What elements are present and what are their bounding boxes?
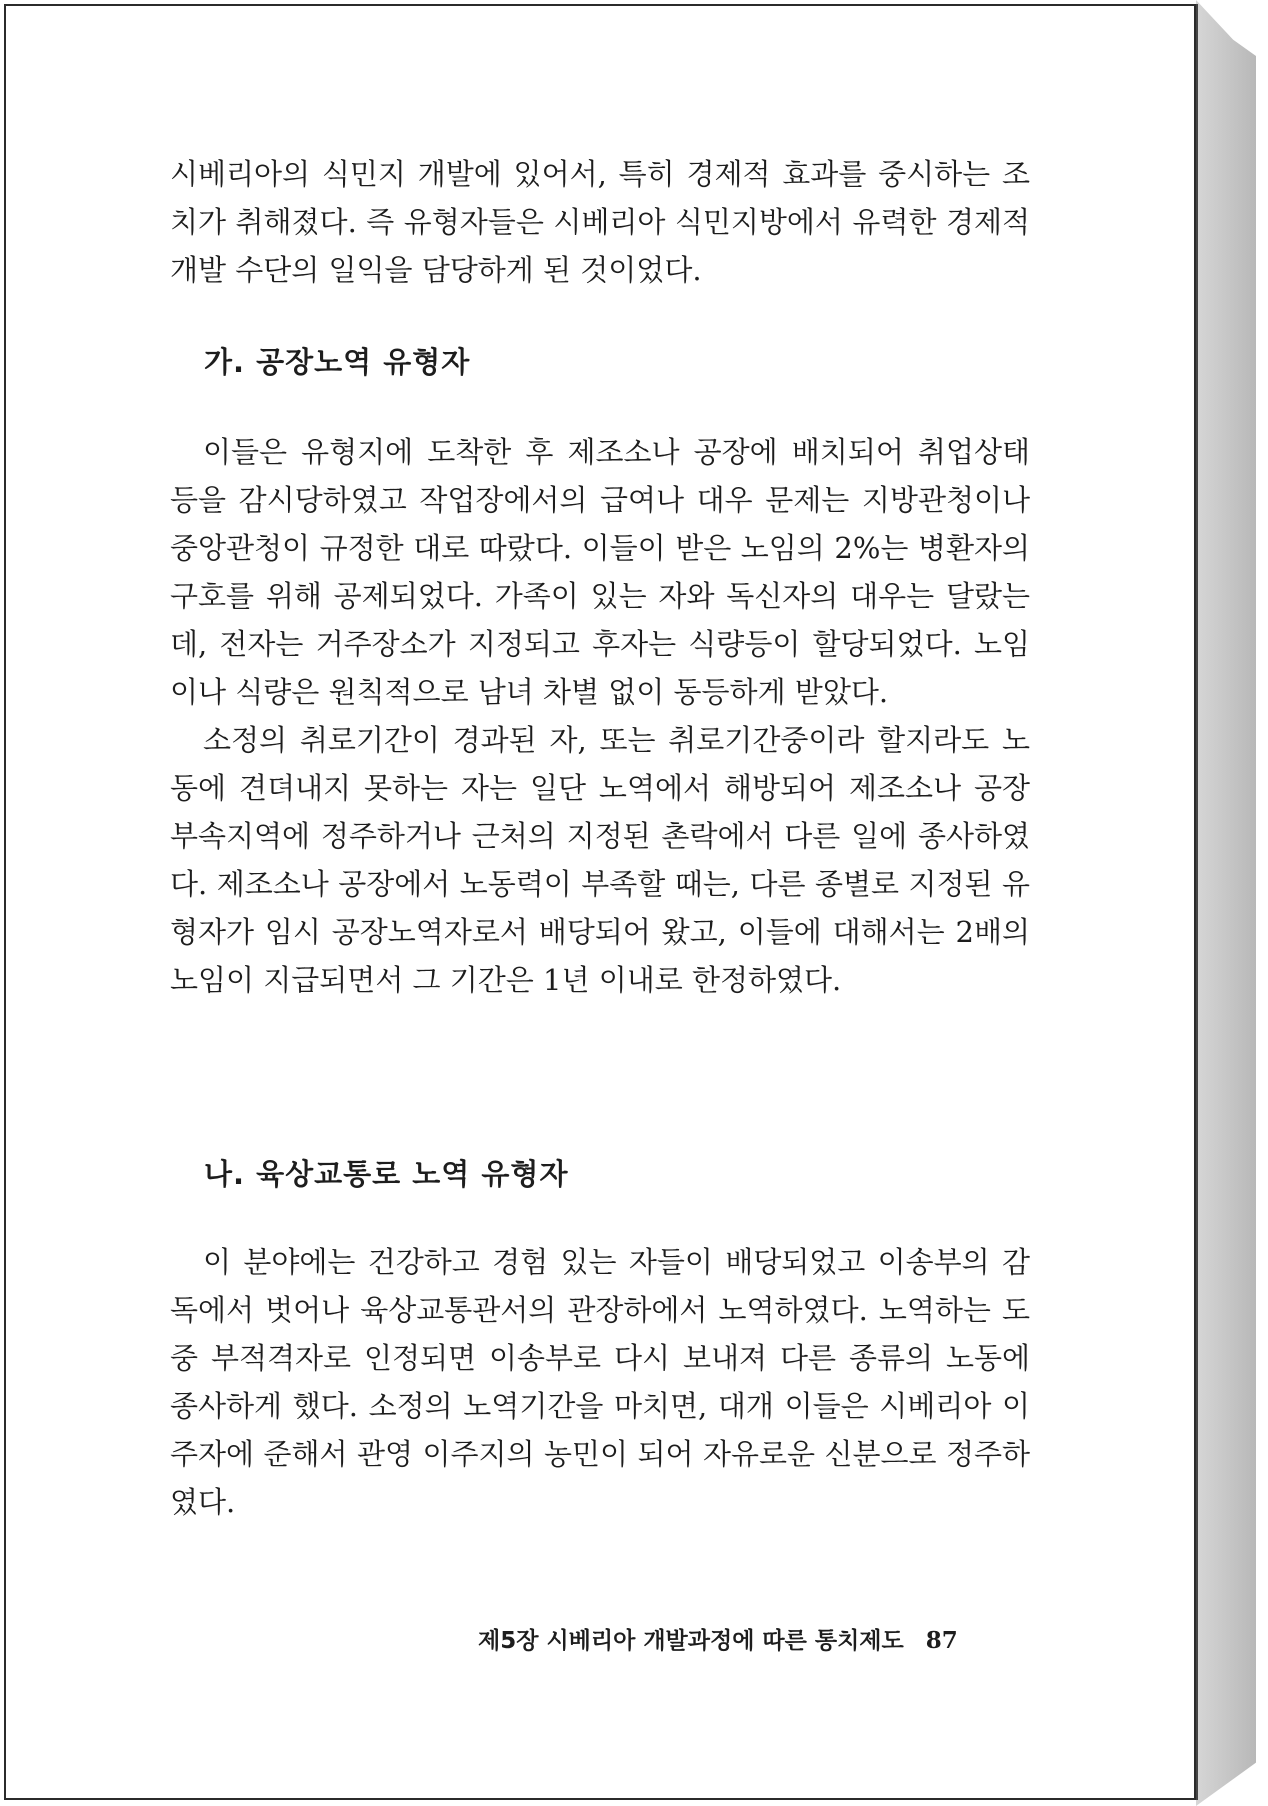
section-ga-text [170,428,1030,1004]
chapter-title: 제5장 시베리아 개발과정에 따른 통치제도 [478,1628,904,1654]
intro-text [170,150,1030,294]
section-heading-na: 나. 육상교통로 노역 유형자 [204,1157,569,1191]
section-ga-paragraph-2: 소정의 취로기간이 경과된 자, 또는 취로기간중이라 할지라도 노동에 견뎌내지 못하는 자는 일단 노역에서 해방되어 제조소나 공장 부속지역에 정주하거나 근처의 지정된 촌락에서 다른 일에 종사하였다. 제조소나 공장에서 노동력이 부족할 때는, 다른 종별로 지정된 유형자가 임시 공장노역자로서 배당되어 왔고, 이들에 대해서는 2배의 노임이 지급되면서 그 기간은 1년 이내로 한정하였다. [170,723,1030,997]
section-heading-ga: 가. 공장노역 유형자 [204,345,471,379]
running-footer [478,1622,998,1655]
section-na-text [170,1238,1030,1526]
section-na-paragraph-1: 이 분야에는 건강하고 경험 있는 자들이 배당되었고 이송부의 감독에서 벗어나 육상교통관서의 관장하에서 노역하였다. 노역하는 도중 부적격자로 인정되면 이송부로 다시 보내져 다른 종류의 노동에 종사하게 했다. 소정의 노역기간을 마치면, 대개 이들은 시베리아 이주자에 준해서 관영 이주지의 농민이 되어 자유로운 신분으로 정주하였다. [170,1245,1030,1519]
book-edge [1196,0,1256,1806]
page-number: 87 [925,1627,958,1654]
section-ga-paragraph-1: 이들은 유형지에 도착한 후 제조소나 공장에 배치되어 취업상태 등을 감시당하였고 작업장에서의 급여나 대우 문제는 지방관청이나 중앙관청이 규정한 대로 따랐다. 이들이 받은 노임의 2%는 병환자의 구호를 위해 공제되었다. 가족이 있는 자와 독신자의 대우는 달랐는데, 전자는 거주장소가 지정되고 후자는 식량등이 할당되었다. 노임이나 식량은 원칙적으로 남녀 차별 없이 동등하게 받았다. [170,435,1030,709]
intro-paragraph: 시베리아의 식민지 개발에 있어서, 특히 경제적 효과를 중시하는 조치가 취해졌다. 즉 유형자들은 시베리아 식민지방에서 유력한 경제적 개발 수단의 일익을 담당하게 된 것이었다. [170,157,1030,287]
